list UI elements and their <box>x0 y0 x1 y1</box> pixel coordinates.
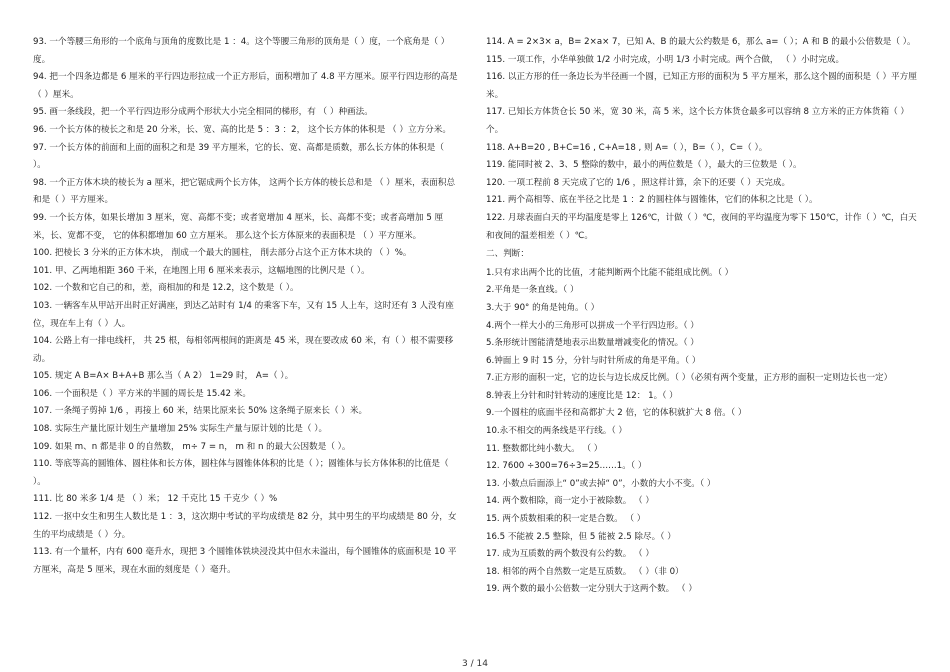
question-101: 101. 甲、乙两地相距 360 千米，在地图上用 6 厘米来表示，这幅地图的比例尺是（ ）。 <box>33 265 370 276</box>
section-heading-judge: 二、判断： <box>486 249 529 260</box>
question-93: 93. 一个等腰三角形的一个底角与顶角的度数比是 1 ：4。这个等腰三角形的顶角是（ ）度，一个底角是（ ）度。 <box>33 37 450 65</box>
question-102: 102. 一个数和它自己的和，差，商相加的和是 12.2，这个数是（ ）。 <box>33 283 299 294</box>
question-97: 97. 一个长方体的前面和上面的面积之和是 39 平方厘米，它的长、宽、高都是质数，那么长方体的体积是（ ）。 <box>33 142 444 171</box>
question-110: 110. 等底等高的圆锥体、圆柱体和长方体，圆柱体与圆锥体体积的比是（ ）；圆锥体与长方体体积的比值是（ ）。 <box>33 459 449 487</box>
judge-item-4: 4.两个一样大小的三角形可以拼成一个平行四边形。（ ） <box>486 320 699 331</box>
judge-item-6: 6.钟面上 9 时 15 分，分针与时针所成的角是平角。（ ） <box>486 355 701 366</box>
question-99: 99. 一个长方体，如果长增加 3 厘米，宽、高都不变；或者宽增加 4 厘米，长、高都不变；或者高增加 5 厘米，长、宽都不变， 它的体积都增加 60 立方厘米。 那么这个长方体原来的表面积是 （ ）平方厘米。 <box>33 212 444 241</box>
judge-item-8: 8.钟表上分针和时针转动的速度比是 12： 1。（ ） <box>486 390 678 401</box>
left-column <box>33 34 458 579</box>
judge-item-12: 12. 7600 ÷300=76÷3=25……1。（ ） <box>486 461 647 472</box>
question-105: 105. 规定 A B=A× B+A+B 那么当（ A 2） 1=29 时， A=（ ）。 <box>33 371 294 382</box>
question-98: 98. 一个正方体木块的棱长为 a 厘米，把它锯成两个长方体， 这两个长方体的棱长总和是 （ ）厘米，表面积总和是（ ）平方厘米。 <box>33 177 456 206</box>
question-95: 95. 画一条线段，把一个平行四边形分成两个形状大小完全相同的梯形，有 （ ）种画法。 <box>33 107 373 118</box>
page-number: 3 / 14 <box>462 659 488 669</box>
question-119: 119. 能同时被 2、3、5 整除的数中，最小的两位数是（ ），最大的三位数是（ ）。 <box>486 160 802 171</box>
judge-item-5: 5.条形统计图能清楚地表示出数量增减变化的情况。（ ） <box>486 338 699 349</box>
question-108: 108. 实际生产量比原计划生产量增加 25% 实际生产量与原计划的比是（ ）。 <box>33 424 328 435</box>
judge-item-7: 7.正方形的面积一定，它的边长与边长成反比例。（ ）（必须有两个变量，正方形的面积一定则边长也一定） <box>486 373 893 384</box>
question-100: 100. 把棱长 3 分米的正方体木块， 削成一个最大的圆柱， 削去部分占这个正方体木块的 （ ）%。 <box>33 248 412 259</box>
question-94: 94. 把一个四条边都是 6 厘米的平行四边形拉成一个正方形后，面积增加了 4.8 平方厘米。原平行四边形的高是（ ）厘米。 <box>33 72 458 100</box>
question-104: 104. 公路上有一排电线杆， 共 25 根，每相邻两根间的距离是 45 米，现在要改成 60 米，有（ ）根不需要移动。 <box>33 336 454 364</box>
judge-item-13: 13. 小数点后面添上“ 0”或去掉“ 0”，小数的大小不变。（ ） <box>486 478 716 489</box>
judge-item-2: 2.平角是一条直线。（ ） <box>486 285 579 296</box>
question-103: 103. 一辆客车从甲站开出时正好满座，到达乙站时有 1/4 的乘客下车，又有 15 人上车，这时还有 3 人没有座位，现在车上有（ ）人。 <box>33 300 454 329</box>
question-112: 112. 一抠中女生和男生人数比是 1 ：3，这次期中考试的平均成绩是 82 分，其中男生的平均成绩是 80 分，女生的平均成绩是（ ）分。 <box>33 512 457 540</box>
question-113: 113. 有一个量杯，内有 600 毫升水，现把 3 个圆锥体铁块浸没其中但水未溢出，每个圆锥体的底面积是 10 平方厘米，高是 5 厘米，现在水面的刻度是（ ）毫升。 <box>33 547 457 575</box>
question-114: 114. A = 2×3× a，B= 2×a× 7，已知 A、B 的最大公约数是 6，那么 a=（ ）；A 和 B 的最小公倍数是（ ）。 <box>486 37 916 47</box>
question-116: 116. 以正方形的任一条边长为半径画一个圆，已知正方形的面积为 5 平方厘米，那么这个圆的面积是（ ）平方厘米。 <box>486 72 917 100</box>
judge-item-19: 19. 两个数的最小公倍数一定分别大于这两个数。 （ ） <box>486 584 697 595</box>
question-121: 121. 两个高相等、底在半径之比是 1 ：2 的圆柱体与圆锥体，它们的体积之比是（ ）。 <box>486 195 818 206</box>
right-column <box>486 34 918 599</box>
judge-item-10: 10.永不相交的两条线是平行线。（ ） <box>486 426 628 437</box>
question-107: 107. 一条绳子剪掉 1/6 ，再接上 60 米，结果比原来长 50% 这条绳子原来长（ ）米。 <box>33 406 368 417</box>
judge-item-9: 9.一个圆柱的底面半径和高都扩大 2 倍，它的体积就扩大 8 倍。（ ） <box>486 408 747 419</box>
question-111: 111. 比 80 米多 1/4 是 （ ）米； 12 千克比 15 千克少（ ）% <box>33 494 278 505</box>
question-120: 120. 一项工程前 8 天完成了它的 1/6 ，照这样计算，余下的还要（ ）天完成。 <box>486 177 791 188</box>
judge-item-15: 15. 两个质数相乘的积一定是合数。 （ ） <box>486 514 646 525</box>
judge-item-18: 18. 相邻的两个自然数一定是互质数。 （ ）（非 0） <box>486 566 684 577</box>
question-117: 117. 已知长方体货仓长 50 米，宽 30 米，高 5 米，这个长方体货仓最多可以容纳 8 立方米的正方体货箱（ ）个。 <box>486 107 910 135</box>
judge-item-14: 14. 两个数相除，商一定小于被除数。 （ ） <box>486 496 654 507</box>
question-109: 109. 如果 m、n 都是非 0 的自然数， m÷ 7 = n， m 和 n 的最大公因数是（ ）。 <box>33 441 351 452</box>
judge-item-11: 11. 整数都比纯小数大。 （ ） <box>486 443 603 454</box>
question-115: 115. 一项工作，小华单独做 1/2 小时完成，小明 1/3 小时完成。两个合做， （ ）小时完成。 <box>486 54 845 65</box>
question-96: 96. 一个长方体的棱长之和是 20 分米，长、宽、高的比是 5 ：3 ：2， 这个长方体的体积是 （ ）立方分米。 <box>33 124 451 135</box>
judge-item-1: 1.只有求出两个比的比值，才能判断两个比能不能组成比例。（ ） <box>486 267 734 278</box>
judge-item-3: 3.大于 90° 的角是钝角。（ ） <box>486 302 600 313</box>
judge-item-16: 16.5 不能被 2.5 整除，但 5 能被 2.5 除尽。（ ） <box>486 531 676 542</box>
question-122: 122. 月球表面白天的平均温度是零上 126℃，计做（ ）℃，夜间的平均温度为零下 150℃，计作（ ）℃，白天和夜间的温差相差（ ）℃。 <box>486 212 917 241</box>
judge-item-17: 17. 成为互质数的两个数没有公约数。 （ ） <box>486 549 654 560</box>
question-118: 118. A+B=20 , B+C=16 , C+A=18 , 则 A=（ ），B=（ ），C=（ ）。 <box>486 142 768 153</box>
question-106: 106. 一个面积是（ ）平方米的半圆的周长是 15.42 米。 <box>33 388 251 399</box>
